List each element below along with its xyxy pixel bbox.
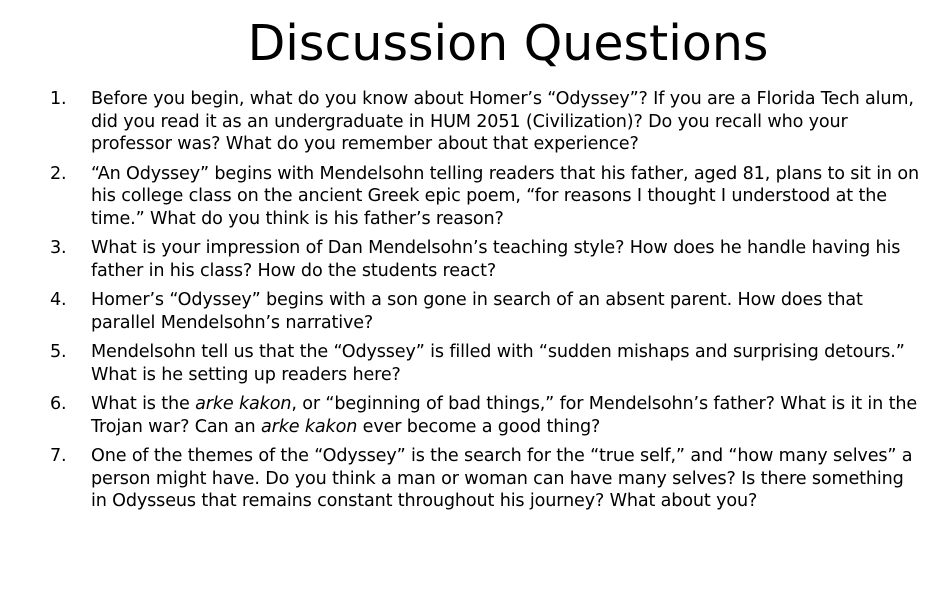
question-text: [91, 237, 920, 282]
question-text-segment: “An Odyssey” begins with Mendelsohn telling readers that his father, aged 81, plans to sit in on his college class on the ancient Greek epic poem, “for reasons I thought I understood at the time.” What do you think is his father’s reason?: [91, 163, 919, 229]
italic-term: arke kakon: [195, 394, 292, 414]
question-number: 6.: [50, 394, 67, 414]
question-item-3: [50, 237, 920, 282]
question-item-5: [50, 341, 920, 386]
italic-term: arke kakon: [261, 416, 358, 437]
question-text-segment: One of the themes of the “Odyssey” is the search for the “true self,” and “how many selves” a person might have. Do you think a man or woman can have many selves? Is there something in Odysseus that remains constant throughout his journey? What about you?: [91, 446, 913, 511]
question-text: [91, 88, 920, 156]
question-item-1: [50, 88, 920, 156]
question-item-2: [50, 163, 920, 231]
question-text-segment: What is your impression of Dan Mendelsohn’s teaching style? How does he handle having his father in his class? How do the students react?: [91, 238, 901, 281]
question-number: 4.: [50, 290, 67, 310]
question-number: 3.: [50, 238, 67, 258]
question-number: 1.: [50, 89, 67, 109]
question-item-4: [50, 289, 920, 334]
question-list: [50, 88, 920, 520]
question-text: [91, 393, 920, 438]
question-number: 5.: [50, 342, 67, 362]
question-number: 2.: [50, 163, 67, 184]
slide-title: Discussion Questions: [247, 15, 769, 72]
question-text-segment: Mendelsohn tell us that the “Odyssey” is filled with “sudden mishaps and surprising detours.” What is he setting up readers here?: [91, 342, 905, 385]
question-text: [91, 163, 920, 231]
question-item-6: [50, 393, 920, 438]
question-text: [91, 445, 920, 513]
question-item-7: [50, 445, 920, 513]
question-text: [91, 341, 920, 386]
question-text-segment: , or “beginning of bad things,” for Mendelsohn’s father? What is it in the Trojan war? Can an: [91, 394, 918, 437]
question-text-segment: Homer’s “Odyssey” begins with a son gone in search of an absent parent. How does that parallel Mendelsohn’s narrative?: [91, 290, 863, 333]
question-text-segment: ever become a good thing?: [357, 416, 601, 437]
question-number: 7.: [50, 446, 67, 466]
question-text-segment: Before you begin, what do you know about Homer’s “Odyssey”? If you are a Florida Tech alum, did you read it as an undergraduate in HUM 2051 (Civilization)? Do you recall who your professor was? What do you remember about that experience?: [91, 89, 914, 154]
question-text: [91, 289, 920, 334]
question-text-segment: What is the: [91, 394, 196, 414]
